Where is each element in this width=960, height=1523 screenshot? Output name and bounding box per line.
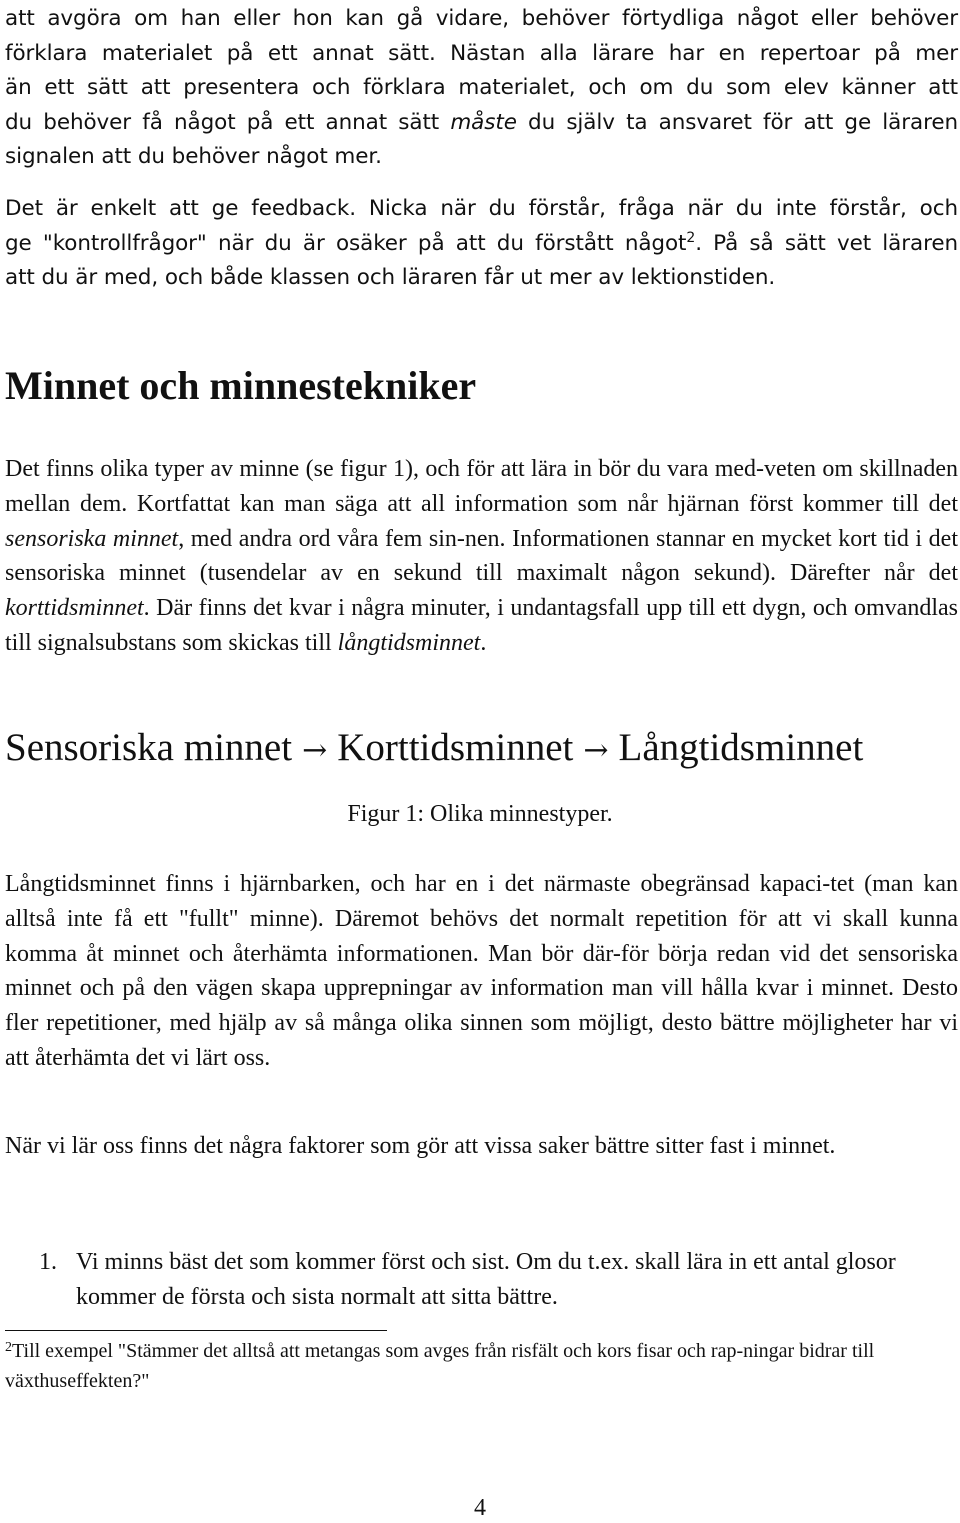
memory-text-part-3: . Där finns det kvar i några minuter, i undantagsfall upp till ett dygn, och omvandlas till signalsubstans som skickas till [5,595,958,656]
intro-line-4-end: du själv ta ansvaret för att ge läraren [516,109,958,135]
flow-step-long-term: Långtidsminnet [618,726,864,769]
page-number: 4 [474,1495,486,1521]
flow-step-sensory: Sensoriska minnet [5,726,293,769]
feedback-paragraph [5,192,958,296]
memory-text-part-1: Det finns olika typer av minne (se figur 1), och för att lära in bör du vara med-veten om skillnaden mellan dem. Kortfattat kan man säga att all information som når hjärnan först kommer till det [5,456,958,517]
factors-paragraph [5,1129,958,1164]
right-arrow-icon: → [583,733,609,768]
footnote-mark: 2 [5,1340,12,1355]
intro-line-4-start: du behöver få något på ett annat sätt [5,109,451,135]
footnote-divider [5,1330,387,1331]
memory-flow-figure [5,722,863,777]
list-item-text: Vi minns bäst det som kommer först och sist. Om du t.ex. skall lära in ett antal glosor kommer de första och sista normalt att sitta bättre. [76,1249,896,1310]
intro-line-5: signalen att du behöver något mer. [5,144,382,169]
intro-paragraph [5,2,958,175]
figure-caption: Figur 1: Olika minnestyper. [347,801,613,827]
flow-step-short-term: Korttidsminnet [337,726,574,769]
long-term-memory-paragraph [5,867,958,1076]
intro-line-4 [5,106,958,141]
intro-line-1: att avgöra om han eller hon kan gå vidare, behöver förtydliga något eller behöver [5,6,958,31]
feedback-line-2-end: . På så sätt vet läraren [695,230,958,256]
right-arrow-icon: → [302,733,328,768]
footnote-reference: 2 [686,229,696,246]
term-sensory-memory: sensoriska minnet [5,525,179,552]
footnote-text: Till exempel "Stämmer det alltså att metangas som avges från risfält och kors fisar och rap-ningar bidrar till växthuseffekten?" [5,1340,875,1392]
memory-types-paragraph [5,452,958,661]
memory-types-text [5,452,958,661]
intro-emphasis-maste: måste [450,109,517,135]
intro-line-3: än ett sätt att presentera och förklara materialet, och om du som elev känner att [5,75,958,100]
long-term-memory-text: Långtidsminnet finns i hjärnbarken, och har en i det närmaste obegränsad kapaci-tet (man kan alltså inte få ett "fullt" minne). Däremot behövs det normalt repetition för att vi skall kunna komma åt minnet och återhämta informationen. Man bör där-för börja redan vid det sensoriska minnet och på den vägen skapa upprepningar av information man vill hålla kvar i minnet. Desto fler repetitioner, med hjälp av så många olika sinnen som möjligt, desto bättre möjligheter har vi att återhämta det vi lärt oss. [5,871,958,1071]
section-heading: Minnet och minnestekniker [5,363,477,408]
feedback-line-2-start: ge "kontrollfrågor" när du är osäker på att du förstått något [5,230,687,256]
term-short-term-memory: korttidsminnet [5,595,144,622]
feedback-line-3: att du är med, och både klassen och läraren får ut mer av lektionstiden. [5,265,776,290]
list-item [5,1245,958,1315]
term-long-term-memory: långtidsminnet [337,629,481,656]
memory-text-part-4: . [480,629,487,656]
list-item-number: 1. [39,1249,57,1275]
factors-text: När vi lär oss finns det några faktorer som gör att vissa saker bättre sitter fast i minnet. [5,1133,836,1159]
footnote [5,1336,958,1396]
feedback-line-1: Det är enkelt att ge feedback. Nicka när du förstår, fråga när du inte förstår, och [5,196,958,221]
intro-line-2: förklara materialet på ett annat sätt. Nästan alla lärare har en repertoar på mer [5,40,958,66]
memory-text-part-2: , med andra ord våra fem sin-nen. Informationen stannar en mycket kort tid i det sensoriska minnet (tusendelar av en sekund till maximalt någon sekund). Därefter når det [5,525,958,587]
factors-list [5,1245,958,1315]
feedback-line-2 [5,227,958,262]
